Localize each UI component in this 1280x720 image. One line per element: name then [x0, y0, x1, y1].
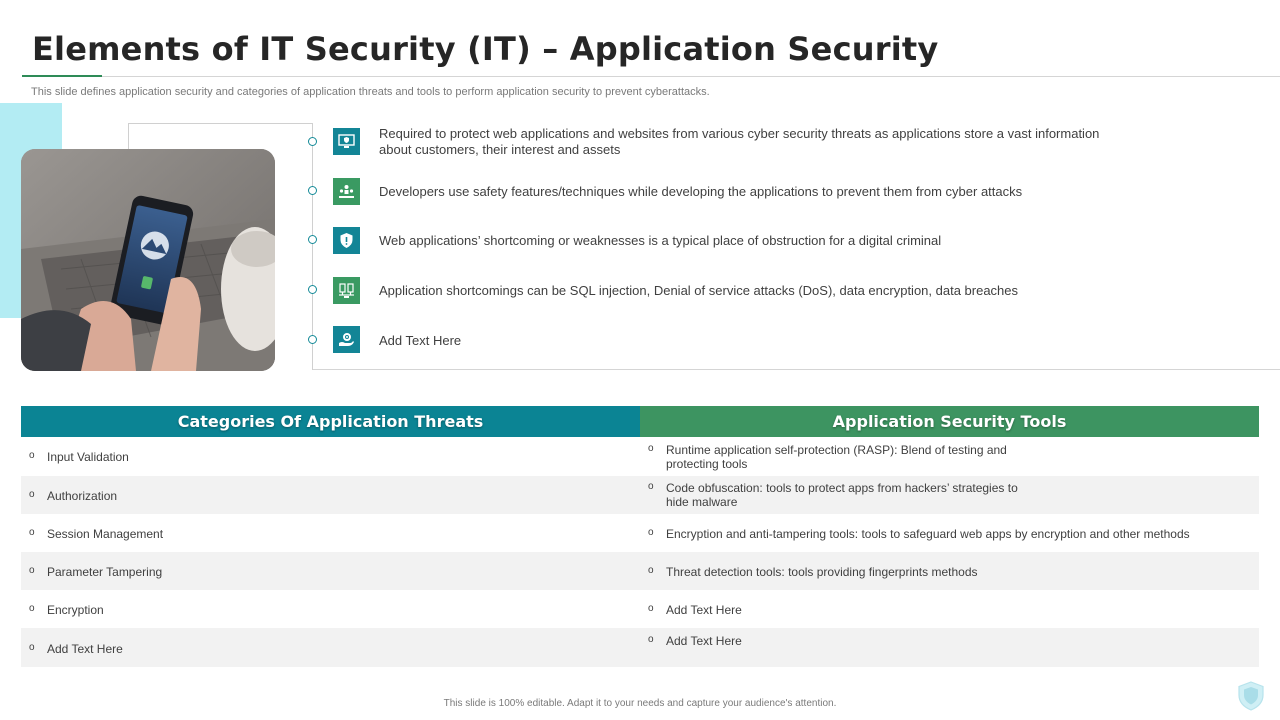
timeline-dot [308, 186, 317, 195]
table-row [21, 552, 1259, 590]
developer-team-icon [333, 178, 360, 205]
timeline-text: Developers use safety features/techniques while developing the applications to prevent them from cyber attacks [379, 184, 1023, 199]
bullet: o [648, 634, 654, 645]
bullet: o [648, 443, 654, 454]
table-row [21, 476, 1259, 514]
threat-category: Add Text Here [47, 642, 123, 656]
page-title: Elements of IT Security (IT) – Application Security [32, 30, 939, 68]
threat-category: Parameter Tampering [47, 565, 163, 579]
bullet: o [29, 642, 35, 653]
shield-icon [333, 227, 360, 254]
timeline-dot [308, 285, 317, 294]
bullet: o [648, 565, 654, 576]
page-subtitle: This slide defines application security and categories of application threats and tools to perform application security to prevent cyberattacks. [31, 86, 710, 98]
title-accent-bar [22, 75, 102, 77]
bullet: o [29, 489, 35, 500]
timeline-dot [308, 235, 317, 244]
bullet: o [29, 450, 35, 461]
hand-gear-icon [333, 326, 360, 353]
bullet: o [29, 527, 35, 538]
timeline-text: Add Text Here [379, 333, 462, 348]
section-divider [312, 369, 1280, 370]
bullet: o [648, 603, 654, 614]
timeline-text: Web applications’ shortcoming or weaknesses is a typical place of obstruction for a digital criminal [379, 233, 942, 248]
security-tools-header: Application Security Tools [640, 406, 1259, 437]
timeline-line [312, 123, 313, 370]
security-tool: Add Text Here [666, 634, 742, 648]
monitor-shield-icon [333, 128, 360, 155]
threat-category: Input Validation [47, 450, 129, 464]
timeline-text: Application shortcomings can be SQL injection, Denial of service attacks (DoS), data encryption, data breaches [379, 283, 1019, 298]
server-network-icon [333, 277, 360, 304]
title-divider [22, 76, 1280, 77]
security-tool: Code obfuscation: tools to protect apps from hackers’ strategies to hide malware [666, 481, 1018, 509]
timeline-text: Required to protect web applications and websites from various cyber security threats as applications store a vast information about customers, their interest and assets [379, 126, 1100, 157]
footer-note: This slide is 100% editable. Adapt it to your needs and capture your audience's attention. [443, 698, 837, 709]
table-row [21, 437, 1259, 476]
security-tool: Runtime application self-protection (RASP): Blend of testing and protecting tools [666, 443, 1007, 471]
threat-categories-header: Categories Of Application Threats [21, 406, 640, 437]
security-tool: Encryption and anti-tampering tools: tools to safeguard web apps by encryption and other methods [666, 527, 1190, 541]
timeline-dot [308, 335, 317, 344]
threat-category: Session Management [47, 527, 164, 541]
bullet: o [648, 527, 654, 538]
phone-vpn-photo [21, 149, 275, 371]
bullet: o [29, 603, 35, 614]
table-row [21, 628, 1259, 667]
security-tool: Threat detection tools: tools providing fingerprints methods [666, 565, 978, 579]
threat-category: Authorization [47, 489, 118, 503]
shield-watermark-icon [1236, 680, 1266, 712]
bullet: o [648, 481, 654, 492]
bullet: o [29, 565, 35, 576]
security-tool: Add Text Here [666, 603, 742, 617]
table-row [21, 514, 1259, 552]
table-row [21, 590, 1259, 628]
threat-category: Encryption [47, 603, 104, 617]
timeline-dot [308, 137, 317, 146]
